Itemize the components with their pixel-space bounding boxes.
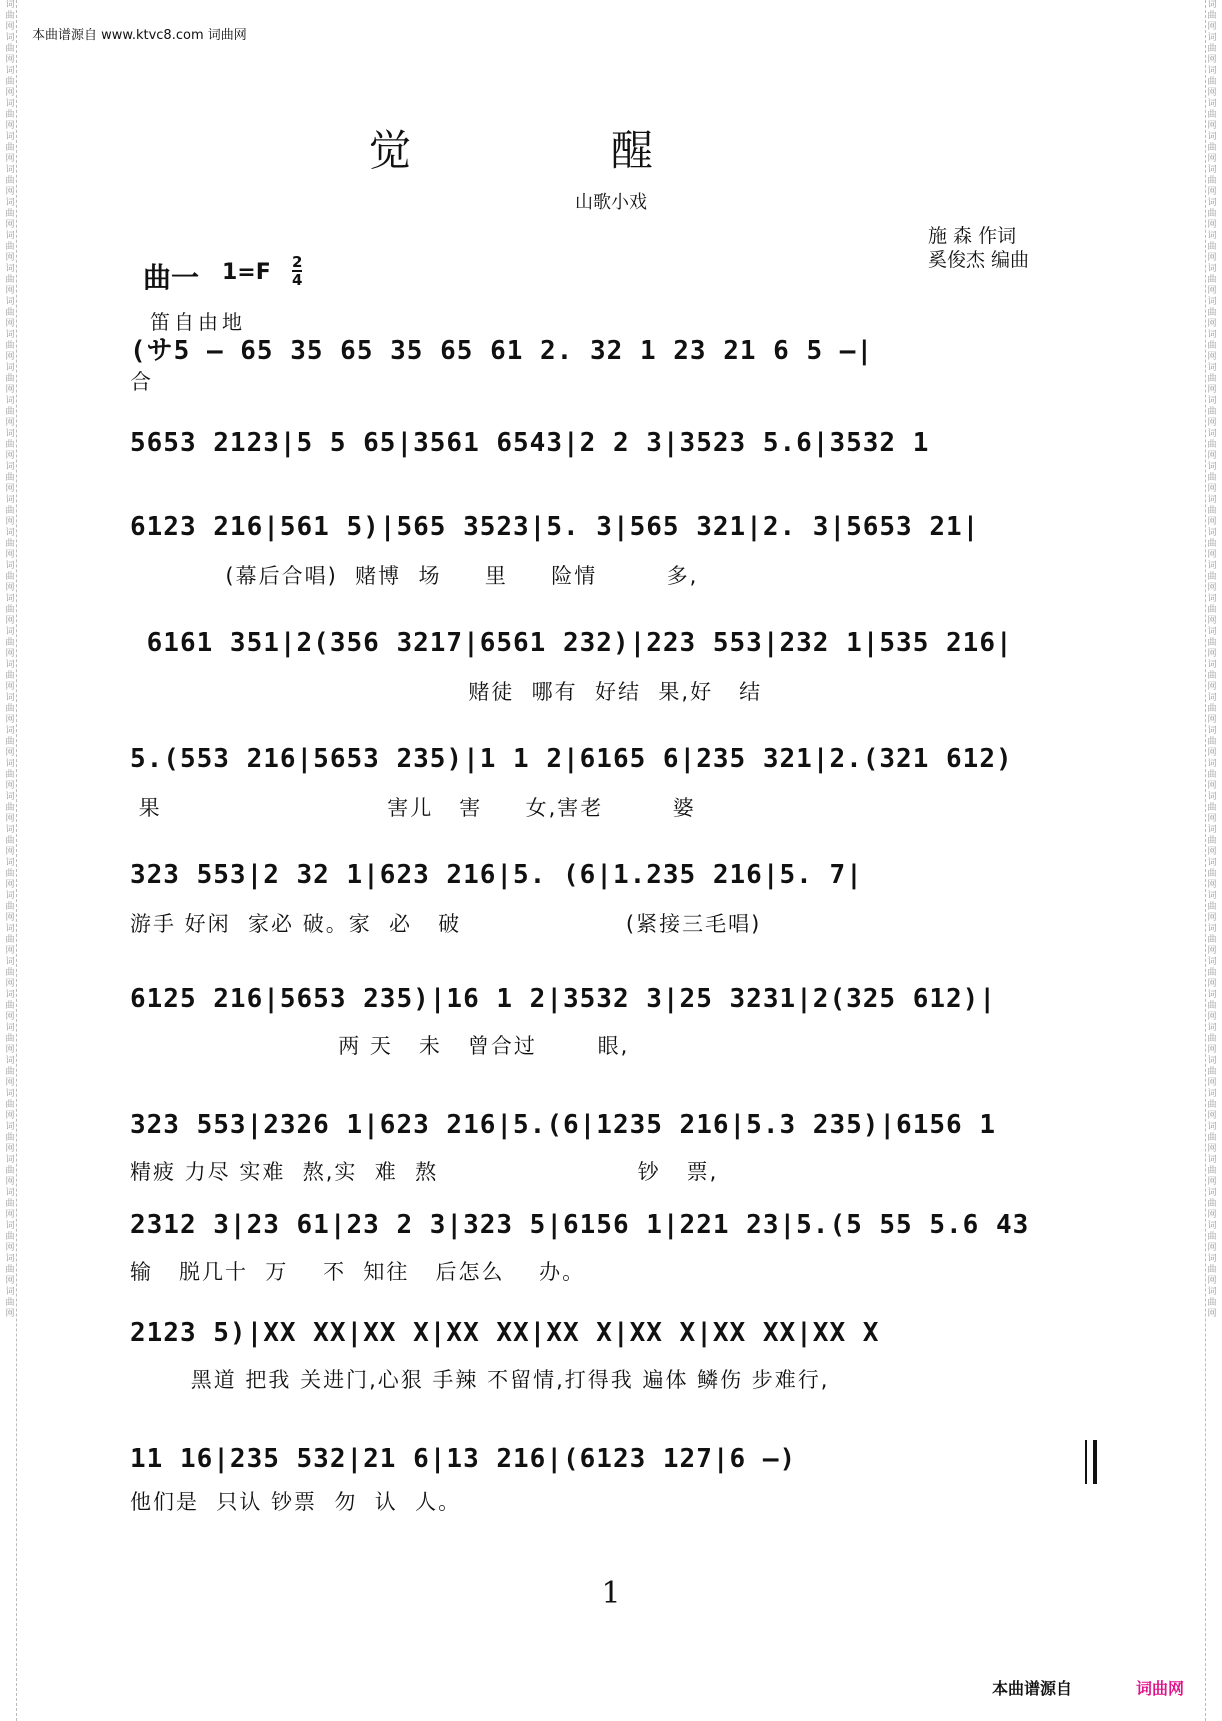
meter-top: 2 [292,253,303,271]
lyrics-line: 果 害儿 害 女,害老 婆 [130,796,696,820]
notation-line: 5653 2123|5 5 65|3561 6543|2 2 3|3523 5.6|3532 1 [130,428,930,458]
tempo-marking: 笛自由地 [150,310,246,334]
lyricist-credit: 施 森 作词 [928,225,1017,247]
key-signature: 1=F [222,260,271,285]
source-header: 本曲谱源自 www.ktvc8.com 词曲网 [32,28,247,43]
lyrics-line: 他们是 只认 钞票 勿 认 人。 [130,1490,462,1514]
notation-line: 6123 216|561 5)|565 3523|5. 3|565 321|2. 3|5653 21| [130,512,980,542]
lyrics-line: (幕后合唱) 赌博 场 里 险情 多, [130,564,699,588]
song-title: 觉醒 [368,126,853,175]
lyrics-line: 输 脱几十 万 不 知往 后怎么 办。 [130,1260,586,1284]
song-subtitle: 山歌小戏 [575,192,647,213]
time-signature [292,254,302,288]
lyrics-line: 黑道 把我 关进门,心狠 手辣 不留情,打得我 遍体 鳞伤 步难行, [130,1368,830,1392]
notation-line: 6125 216|5653 235)|16 1 2|3532 3|25 3231|2(325 612)| [130,984,996,1014]
meter-bottom: 4 [292,271,303,289]
notation-line: 2123 5)|XX XX|XX X|XX XX|XX X|XX X|XX XX|XX X [130,1318,880,1348]
arranger-credit: 奚俊杰 编曲 [928,249,1030,271]
notation-line: 5.(553 216|5653 235)|1 1 2|6165 6|235 321|2.(321 612) [130,744,1013,774]
lyrics-line: 赌徒 哪有 好结 果,好 结 [130,680,763,704]
footer-site: 词曲网 [1136,1679,1185,1698]
notation-line: 11 16|235 532|21 6|13 216|(6123 127|6 –) [130,1444,797,1474]
left-watermark-strip: 词曲网词曲网词曲网词曲网词曲网词曲网词曲网词曲网词曲网词曲网词曲网词曲网词曲网词曲网词曲网词曲网词曲网词曲网词曲网词曲网词曲网词曲网词曲网词曲网词曲网词曲网词曲网词曲网词曲网词曲网词曲网词曲网词曲网词曲网词曲网词曲网词曲网词曲网词曲网词曲网 [4,0,17,1721]
lyrics-line: 游手 好闲 家必 破。家 必 破 (紧接三毛唱) [130,912,762,936]
lyrics-line: 合 [130,370,153,394]
footer-source: 本曲谱源自 [992,1679,1073,1698]
page-number: 1 [601,1576,621,1611]
lyrics-line: 精疲 力尽 实难 熬,实 难 熬 钞 票, [130,1160,719,1184]
final-barline [1085,1440,1097,1484]
lyrics-line: 两 天 未 曾合过 眼, [130,1034,630,1058]
notation-line: (サ5 – 65 35 65 35 65 61 2. 32 1 23 21 6 5 –| [130,336,874,366]
right-watermark-strip: 词曲网词曲网词曲网词曲网词曲网词曲网词曲网词曲网词曲网词曲网词曲网词曲网词曲网词曲网词曲网词曲网词曲网词曲网词曲网词曲网词曲网词曲网词曲网词曲网词曲网词曲网词曲网词曲网词曲网词曲网词曲网词曲网词曲网词曲网词曲网词曲网词曲网词曲网词曲网词曲网 [1205,0,1218,1721]
notation-line: 2312 3|23 61|23 2 3|323 5|6156 1|221 23|5.(5 55 5.6 43 [130,1210,1030,1240]
notation-line: 6161 351|2(356 3217|6561 232)|223 553|232 1|535 216| [130,628,1013,658]
notation-line: 323 553|2326 1|623 216|5.(6|1235 216|5.3 235)|6156 1 [130,1110,996,1140]
tune-label: 曲一 [143,261,200,294]
notation-line: 323 553|2 32 1|623 216|5. (6|1.235 216|5. 7| [130,860,863,890]
credits [928,224,1029,272]
